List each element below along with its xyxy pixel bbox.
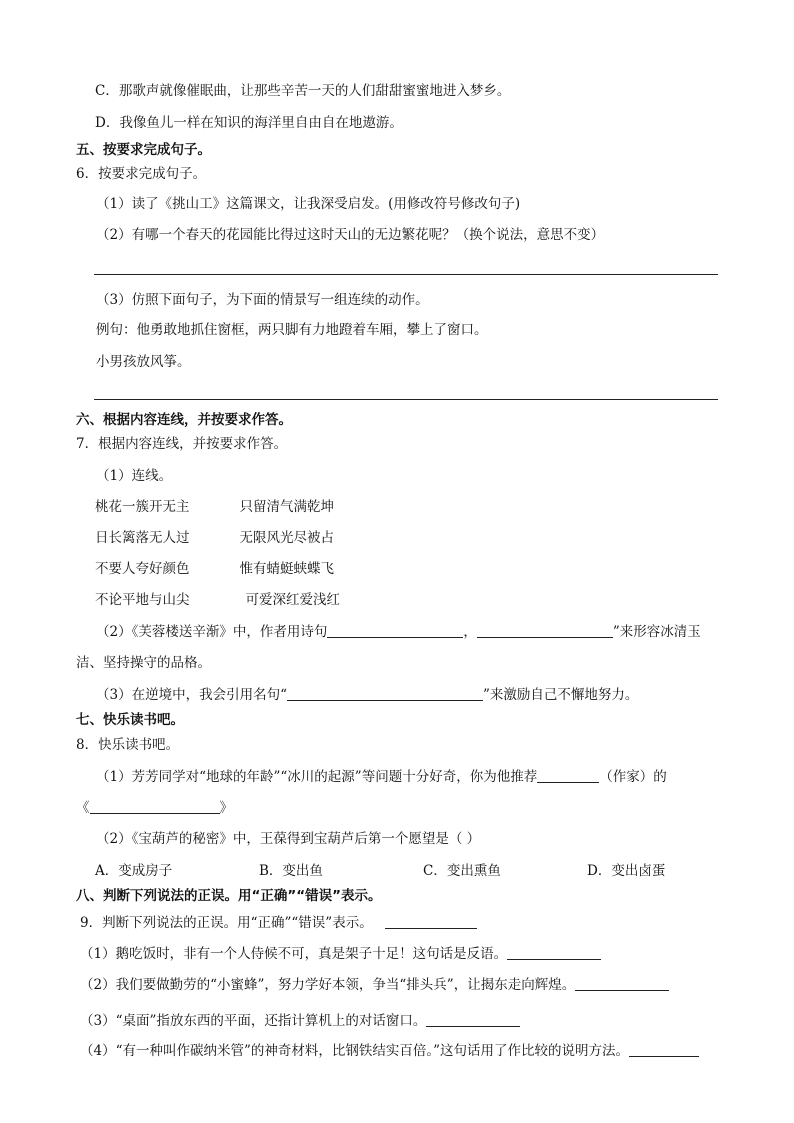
choice-d[interactable]: D．变出卤蛋 <box>587 863 666 879</box>
blank[interactable] <box>537 768 599 783</box>
question-7-part-2: （2）《芙蓉楼送辛渐》中，作者用诗句 ， ”来形容冰清玉 <box>96 624 701 640</box>
blank[interactable] <box>385 914 477 929</box>
question-9: 9．判断下列说法的正误。用“正确”“错误”表示。 <box>80 913 477 933</box>
matching-row <box>95 559 334 579</box>
question-6-part-2: （2）有哪一个春天的花园能比得过这时天山的无边繁花呢？（换个说法，意思不变） <box>96 227 605 243</box>
matching-row <box>95 497 334 517</box>
scenario-text: 小男孩放风筝。 <box>96 354 191 370</box>
question-8-part-1: （1）芳芳同学对“地球的年龄”“冰川的起源”等问题十分好奇，你为他推荐 （作家）的 <box>96 769 667 785</box>
question-8-part-1-cont: 《 》 <box>76 800 233 816</box>
poem-line-left[interactable]: 桃花一簇开无主 <box>95 499 190 515</box>
blank[interactable] <box>287 686 483 701</box>
answer-line[interactable] <box>94 399 718 400</box>
question-6: 6．按要求完成句子。 <box>76 166 207 182</box>
poem-line-left[interactable]: 不要人夸好颜色 <box>95 561 190 577</box>
matching-row <box>95 590 340 610</box>
choice-options <box>95 861 665 881</box>
question-8-part-2: （2）《宝葫芦的秘密》中，王葆得到宝葫芦后第一个愿望是（ ） <box>96 831 481 847</box>
section-heading-6: 六、根据内容连线，并按要求作答。 <box>76 412 292 428</box>
question-8: 8．快乐读书吧。 <box>76 737 180 753</box>
blank[interactable] <box>575 976 669 991</box>
blank[interactable] <box>477 623 613 638</box>
question-6-part-3: （3）仿照下面句子，为下面的情景写一组连续的动作。 <box>96 292 429 308</box>
poem-line-left[interactable]: 不论平地与山尖 <box>95 592 190 608</box>
matching-row <box>95 528 334 548</box>
section-heading-7: 七、快乐读书吧。 <box>76 712 184 728</box>
choice-c[interactable]: C．变出熏鱼 <box>423 863 501 879</box>
judge-item-2: （2）我们要做勤劳的“小蜜蜂”，努力学好本领，争当“排头兵”，让揭东走向辉煌。 <box>80 975 669 995</box>
question-7: 7．根据内容连线，并按要求作答。 <box>76 436 288 452</box>
question-7-part-2-cont: 洁、坚持操守的品格。 <box>76 655 211 671</box>
poem-line-right[interactable]: 只留清气满乾坤 <box>239 499 334 515</box>
poem-line-right[interactable]: 无限风光尽被占 <box>239 530 334 546</box>
blank[interactable] <box>327 623 463 638</box>
judge-item-4: （4）“有一种叫作碳纳米管”的神奇材料，比钢铁结实百倍。”这句话用了作比较的说明方法。 <box>80 1041 699 1061</box>
question-7-part-1: （1）连线。 <box>96 468 173 484</box>
answer-line[interactable] <box>94 274 718 275</box>
blank[interactable] <box>507 945 601 960</box>
blank[interactable] <box>426 1012 520 1027</box>
choice-a[interactable]: A．变成房子 <box>95 863 173 879</box>
question-6-part-1: （1）读了《挑山工》这篇课文，让我深受启发。(用修改符号修改句子) <box>96 196 521 212</box>
section-heading-8: 八、判断下列说法的正误。用“正确”“错误”表示。 <box>76 888 382 904</box>
section-heading-5: 五、按要求完成句子。 <box>76 142 211 158</box>
poem-line-right[interactable]: 可爱深红爱浅红 <box>245 592 340 608</box>
poem-line-left[interactable]: 日长篱落无人过 <box>95 530 190 546</box>
example-sentence: 例句：他勇敢地抓住窗框，两只脚有力地蹬着车厢，攀上了窗口。 <box>96 322 488 338</box>
blank[interactable] <box>629 1042 699 1057</box>
poem-line-right[interactable]: 惟有蜻蜓蛱蝶飞 <box>239 561 334 577</box>
option-d: D．我像鱼儿一样在知识的海洋里自由自在地遨游。 <box>95 115 403 131</box>
choice-b[interactable]: B．变出鱼 <box>259 863 323 879</box>
judge-item-1: （1）鹅吃饭时，非有一个人侍候不可，真是架子十足！这句话是反语。 <box>80 944 601 964</box>
question-7-part-3: （3）在逆境中，我会引用名句“ ”来激励自己不懈地努力。 <box>96 687 639 703</box>
judge-item-3: （3）“桌面”指放东西的平面，还指计算机上的对话窗口。 <box>80 1011 520 1031</box>
blank[interactable] <box>90 799 220 814</box>
option-c: C．那歌声就像催眠曲，让那些辛苦一天的人们甜甜蜜蜜地进入梦乡。 <box>95 83 511 99</box>
